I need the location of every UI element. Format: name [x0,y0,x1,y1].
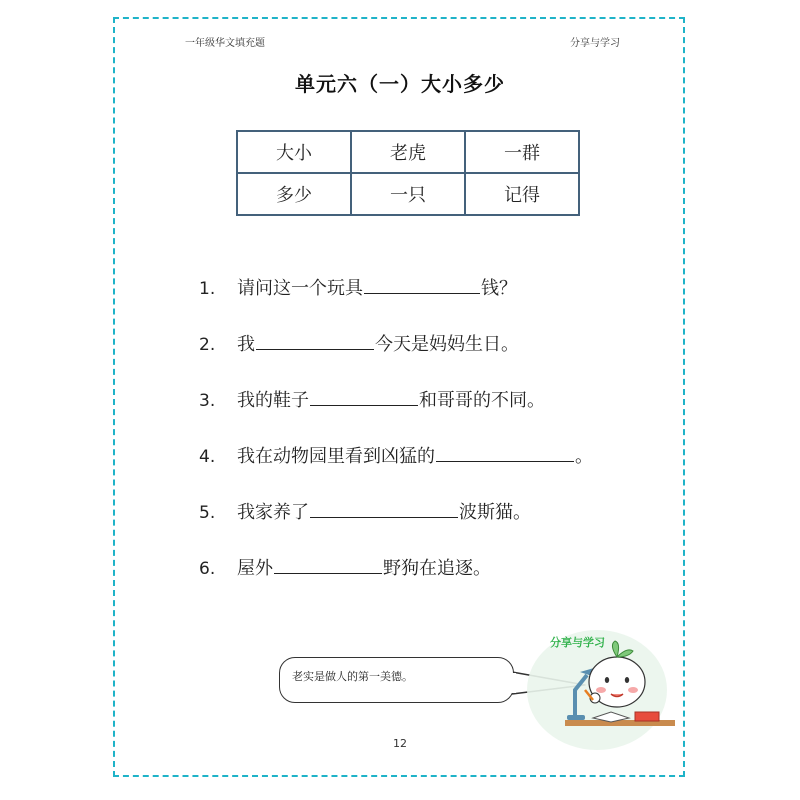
question-text: 和哥哥的不同。 [419,390,545,411]
speech-bubble-text: 老实是做人的第一美德。 [292,670,413,683]
mascot-caption: 分享与学习 [550,636,605,649]
page-number: 12 [393,737,407,750]
question-item [199,442,619,498]
question-text: 钱？ [481,278,517,299]
question-text: 我 [237,334,255,355]
vocab-cell: 老虎 [351,131,465,173]
question-number: 4. [199,447,216,467]
question-text: 波斯猫。 [459,502,531,523]
vocab-cell: 多少 [237,173,351,215]
question-text: 我家养了 [237,502,309,523]
question-text: 屋外 [237,558,273,579]
question-text: 今天是妈妈生日。 [375,334,519,355]
question-number: 3. [199,391,216,411]
question-item [199,274,619,330]
vocab-cell: 记得 [465,173,579,215]
answer-blank[interactable] [364,275,480,294]
question-list [199,274,619,610]
question-text: 我的鞋子 [237,390,309,411]
header-left: 一年级华文填充题 [185,38,265,49]
header-right: 分享与学习 [570,38,620,49]
question-number: 1. [199,279,216,299]
question-item [199,498,619,554]
question-item [199,554,619,610]
vocab-cell: 大小 [237,131,351,173]
vocab-row [237,173,579,215]
question-text: 我在动物园里看到凶猛的 [237,446,435,467]
question-number: 6. [199,559,216,579]
question-item [199,386,619,442]
vocab-cell: 一群 [465,131,579,173]
answer-blank[interactable] [436,443,574,462]
question-text: 。 [575,446,593,467]
question-item [199,330,619,386]
question-text: 请问这一个玩具 [237,278,363,299]
question-text: 野狗在追逐。 [383,558,491,579]
answer-blank[interactable] [274,555,382,574]
page-title: 单元六（一）大小多少 [295,72,505,96]
question-number: 5. [199,503,216,523]
vocab-row [237,131,579,173]
answer-blank[interactable] [310,499,458,518]
answer-blank[interactable] [256,331,374,350]
vocab-table [236,130,580,216]
question-number: 2. [199,335,216,355]
answer-blank[interactable] [310,387,418,406]
vocab-cell: 一只 [351,173,465,215]
